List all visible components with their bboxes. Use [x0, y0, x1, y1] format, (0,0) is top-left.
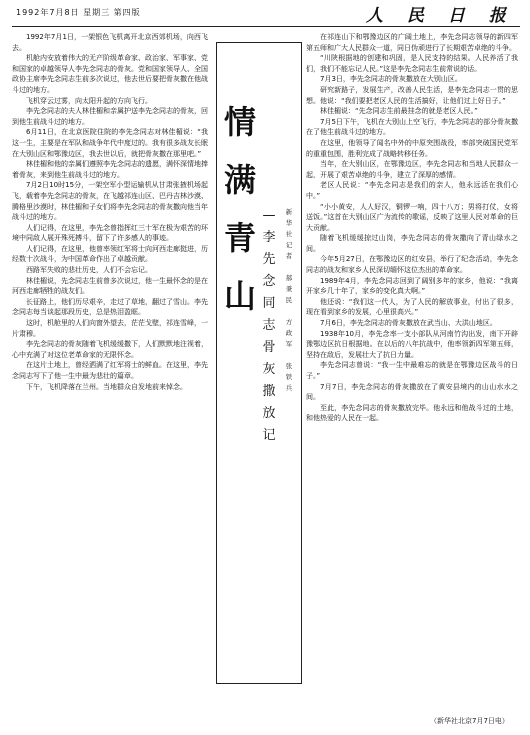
subheadline-char: 李 — [262, 230, 276, 245]
paragraph: 随着飞机缓缓掠过山岗，李先念同志的骨灰撒向了青山绿水之间。 — [306, 234, 518, 253]
byline-char: 华 — [285, 219, 293, 227]
byline-char: 者 — [285, 252, 293, 260]
headline-char: 情 — [223, 103, 256, 141]
paragraph: 至此，李先念同志的骨灰撒放完毕。他永远和他战斗过的土地，和他热爱的人民在一起。 — [306, 403, 518, 423]
byline-char: 张 — [285, 362, 293, 370]
subheadline-char: 撒 — [262, 384, 276, 399]
issue-date: 1992年7月8日 星期三 第四版 — [16, 8, 141, 17]
paragraph: 6月11日，在北京医院住院的李先念同志对林佳楣说：“我这一生，主要是在军队和战争年代中度过的。我有很多战友长眠在大别山区和鄂豫边区，我去世以后，就把骨灰撒在那里吧。” — [12, 128, 208, 158]
subheadline-char: 骨 — [262, 340, 276, 355]
byline — [282, 207, 296, 394]
subheadline-char: 念 — [262, 274, 276, 289]
article-column-right — [306, 32, 518, 712]
subheadline — [261, 205, 277, 447]
byline-char: 新 — [285, 208, 293, 216]
paragraph: 飞机穿云过雾，向太阳升起的方向飞行。 — [26, 96, 152, 105]
subheadline-char: 放 — [262, 406, 276, 421]
paragraph: 西路军失败的悲壮历史，人们不会忘记。 — [26, 266, 152, 275]
byline-char: 铁 — [285, 373, 293, 381]
paragraph: 李先念同志曾说：“我一生中最难忘的就是在鄂豫边区战斗的日子。” — [306, 361, 518, 380]
byline-char: 郝 — [285, 274, 293, 282]
paragraph: 这时，机舱里的人们向窗外望去，茫茫戈壁，祁连雪峰，一片肃穆。 — [12, 319, 208, 338]
paragraph: 人们记得，在这里，李先念曾指挥红三十军在极为艰苦的环境中同敌人展开殊死搏斗，留下了许多感人的事迹。 — [12, 223, 208, 243]
headline-char: 青 — [223, 219, 256, 257]
paragraph: 7月7日，李先念同志的骨灰撒放在了黄安县境内的山山水水之间。 — [306, 382, 518, 402]
article-column-left — [12, 32, 208, 724]
paragraph: 7月3日，李先念同志的骨灰撒放在大别山区。 — [320, 75, 462, 84]
paragraph: 林佳楣说：“先念同志生前最挂念的就是老区人民。” — [320, 107, 478, 116]
paragraph: 林佳楣说，先念同志生前曾多次说过，他一生最怀念的是在河西走廊牺牲的战友们。 — [12, 276, 208, 296]
paragraph: 李先念同志的夫人林佳楣和亲属护送李先念同志的骨灰，回到他生前战斗过的地方。 — [12, 107, 208, 126]
paragraph: 人们记得，在这里，他曾率领红军将士向河西走廊挺进，历经数十次战斗，为中国革命作出了卓越贡献。 — [12, 244, 208, 264]
newspaper-masthead: 人 民 日 报 — [366, 6, 515, 26]
byline-char: 政 — [285, 329, 293, 337]
headline — [223, 93, 257, 325]
subheadline-char: — — [262, 208, 276, 223]
paragraph: 7月5日下午，飞机在大别山上空飞行，李先念同志的部分骨灰撒在了他生前战斗过的地方。 — [306, 117, 518, 137]
paragraph: 在这片土地上，曾经洒满了红军将士的鲜血。在这里，李先念同志写下了他一生中最为悲壮的篇章。 — [12, 361, 208, 380]
paragraph: 当年，在大别山区，在鄂豫边区，李先念同志和当地人民群众一起，开展了艰苦卓绝的斗争，建立了深厚的感情。 — [306, 160, 518, 179]
paragraph: 1938年10月，李先念率一支小部队从河南竹沟出发，南下开辟豫鄂边区抗日根据地。在以后的八年抗战中，他率领新四军第五师，坚持在敌后，发展壮大了抗日力量。 — [306, 329, 518, 359]
byline-char: 记 — [285, 241, 293, 249]
byline-char: 军 — [285, 340, 293, 348]
paragraph: 1989年4月，李先念同志回到了阔别多年的家乡，他说：“我离开家乡几十年了，家乡的变化真大啊。” — [306, 276, 518, 296]
paragraph: 机舱内安放着伟大的无产阶级革命家、政治家、军事家、党和国家的卓越领导人李先念同志的骨灰。党和国家领导人、全国政协主席李先念同志生前多次说过，他去世后要把骨灰撒在他战斗过的地方。 — [12, 54, 208, 94]
headline-char: 山 — [223, 277, 256, 315]
paragraph: 7月6日，李先念同志的骨灰撒放在武当山、大洪山地区。 — [320, 319, 497, 328]
paragraph: 他还说：“我们这一代人，为了人民的解放事业，付出了很多，现在看到家乡的发展，心里很高兴。” — [306, 297, 518, 317]
paragraph: “川陕根据地的创建和巩固，是人民支持的结果。人民养活了我们，我们不能忘记人民。”这是李先念同志生前常说的话。 — [306, 54, 518, 73]
byline-char — [282, 350, 296, 361]
subheadline-char: 志 — [262, 318, 276, 333]
byline-char: 方 — [285, 318, 293, 326]
headline-box — [216, 42, 302, 684]
dispatch-source: （新华社北京7月7日电） — [430, 717, 509, 725]
paragraph: 研究新路子，发展生产，改善人民生活，是李先念同志一贯的思想。他说：“我们要把老区人民的生活搞好，让他们过上好日子。” — [306, 85, 518, 105]
paragraph: 林佳楣和他的亲属们遵照李先念同志的遗愿，满怀深情地捧着骨灰，来到他生前战斗过的地方。 — [12, 160, 208, 179]
paragraph: 李先念同志的骨灰随着飞机缓缓撒下，人们默默地注视着，心中充满了对这位老革命家的无限怀念。 — [12, 340, 208, 359]
byline-char: 社 — [285, 230, 293, 238]
byline-char: 兵 — [285, 384, 293, 392]
paragraph: 1992年7月1日，一架银色飞机离开北京西郊机场，向西飞去。 — [12, 33, 208, 52]
subheadline-char: 灰 — [262, 362, 276, 377]
page-header — [0, 0, 530, 28]
subheadline-char: 先 — [262, 252, 276, 267]
byline-char — [282, 306, 296, 317]
byline-char — [282, 262, 296, 273]
headline-char: 满 — [223, 161, 256, 199]
paragraph: 在祁连山下和鄂豫边区的广阔土地上，李先念同志领导的新四军第五师和广大人民群众一道，同日伪顽进行了长期艰苦卓绝的斗争。 — [306, 33, 518, 52]
paragraph: “小小黄安，人人好汉，铜锣一响，四十八万；男将打仗，女将送饭。”这首在大别山区广为流传的歌谣，反映了这里人民对革命的巨大贡献。 — [306, 202, 518, 232]
subheadline-char: 记 — [262, 428, 276, 443]
paragraph: 长征路上，他们历尽艰辛，走过了草地，翻过了雪山。李先念同志每当谈起那段历史，总是热泪盈眶。 — [12, 297, 208, 317]
paragraph: 7月2日10时15分，一架空军小型运输机从甘肃张掖机场起飞，载着李先念同志的骨灰，在飞越祁连山区、巴丹吉林沙漠、腾格里沙漠时，林佳楣和子女们将李先念同志的骨灰撒向他当年战斗过的地方。 — [12, 181, 208, 222]
subheadline-char: 同 — [262, 296, 276, 311]
byline-char: 秉 — [285, 285, 293, 293]
paragraph: 老区人民说：“李先念同志是我们的亲人，他永远活在我们心中。” — [306, 181, 518, 200]
byline-char: 民 — [285, 296, 293, 304]
paragraph: 今年5月27日，在鄂豫边区的红安县，举行了纪念活动，李先念同志的战友和家乡人民深切缅怀这位杰出的革命家。 — [306, 255, 518, 275]
header-rule — [12, 26, 520, 27]
paragraph: 下午，飞机降落在兰州。当地群众自发地前来悼念。 — [26, 382, 187, 391]
paragraph: 在这里，他领导了闻名中外的中原突围战役，率部突破国民党军的重重包围，胜利完成了战略转移任务。 — [306, 138, 518, 158]
